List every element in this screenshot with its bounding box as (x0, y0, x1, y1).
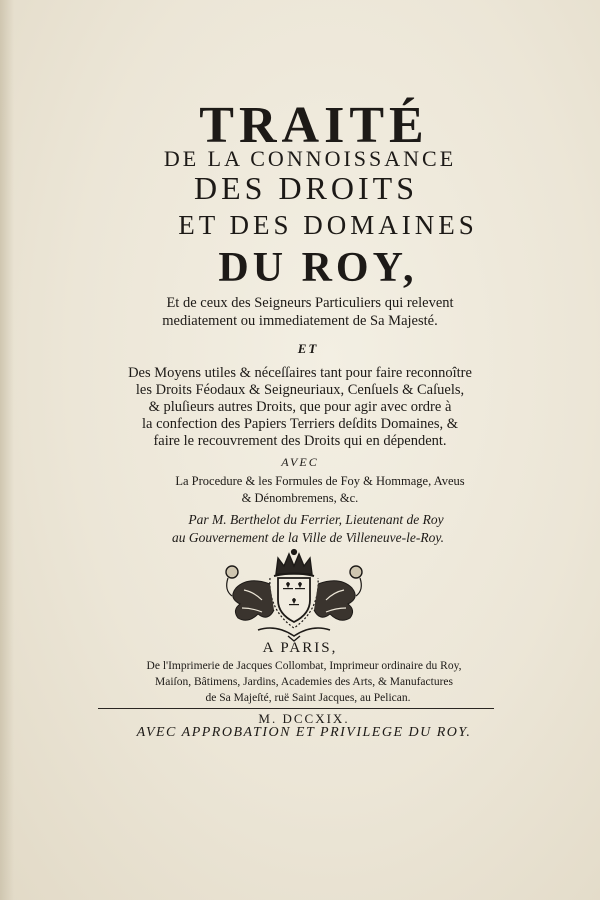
subtitle-line-2: mediatement ou immediatement de Sa Majesté. (162, 313, 438, 329)
subtitle-line-1: Et de ceux des Seigneurs Particuliers qui relevent (166, 295, 454, 311)
procedure-avec: AVEC (281, 455, 319, 469)
title-line-3: DES DROITS (193, 170, 418, 206)
publication-year: M. DCCXIX. (258, 711, 350, 726)
procedure-line-2: & Dénombremens, &c. (241, 491, 359, 505)
contents-line-5: faire le recouvrement des Droits qui en dépendent. (153, 433, 447, 449)
title-line-2: DE LA CONNOISSANCE (163, 146, 457, 171)
title-line-4: ET DES DOMAINES (178, 210, 478, 240)
imprint-city: A PARIS, (262, 640, 338, 656)
contents-line-2: les Droits Féodaux & Seigneuriaux, Cenſuels & Caſuels, (135, 382, 465, 398)
royal-arms-fleur-de-lis-icon (218, 548, 370, 642)
title-line-5: DU ROY, (218, 245, 418, 291)
contents-line-4: la confection des Papiers Terriers deſdits Domaines, & (141, 416, 459, 432)
contents-line-3: & pluſieurs autres Droits, que pour agir avec ordre à (148, 399, 452, 415)
title-line-1: TRAITÉ (199, 97, 429, 154)
divider-rule (98, 708, 494, 709)
contents-line-1: Des Moyens utiles & néceſſaires tant pour faire reconnoître (128, 365, 472, 381)
imprint-line-3: de Sa Majeſté, ruë Saint Jacques, au Pelican. (205, 692, 411, 704)
imprint-line-2: Maiſon, Bâtimens, Jardins, Academies des Arts, & Manufactures (155, 676, 453, 688)
author-line-1: Par M. Berthelot du Ferrier, Lieutenant de Roy (188, 512, 444, 527)
procedure-line-1: La Procedure & les Formules de Foy & Hommage, Aveus (175, 474, 465, 488)
imprint-line-1: De l'Imprimerie de Jacques Collombat, Imprimeur ordinaire du Roy, (146, 660, 462, 672)
privilege-line: AVEC APPROBATION ET PRIVILEGE DU ROY. (136, 725, 472, 740)
subtitle-et: ET (297, 341, 319, 356)
author-line-2: au Gouvernement de la Ville de Villeneuve-le-Roy. (171, 530, 444, 545)
